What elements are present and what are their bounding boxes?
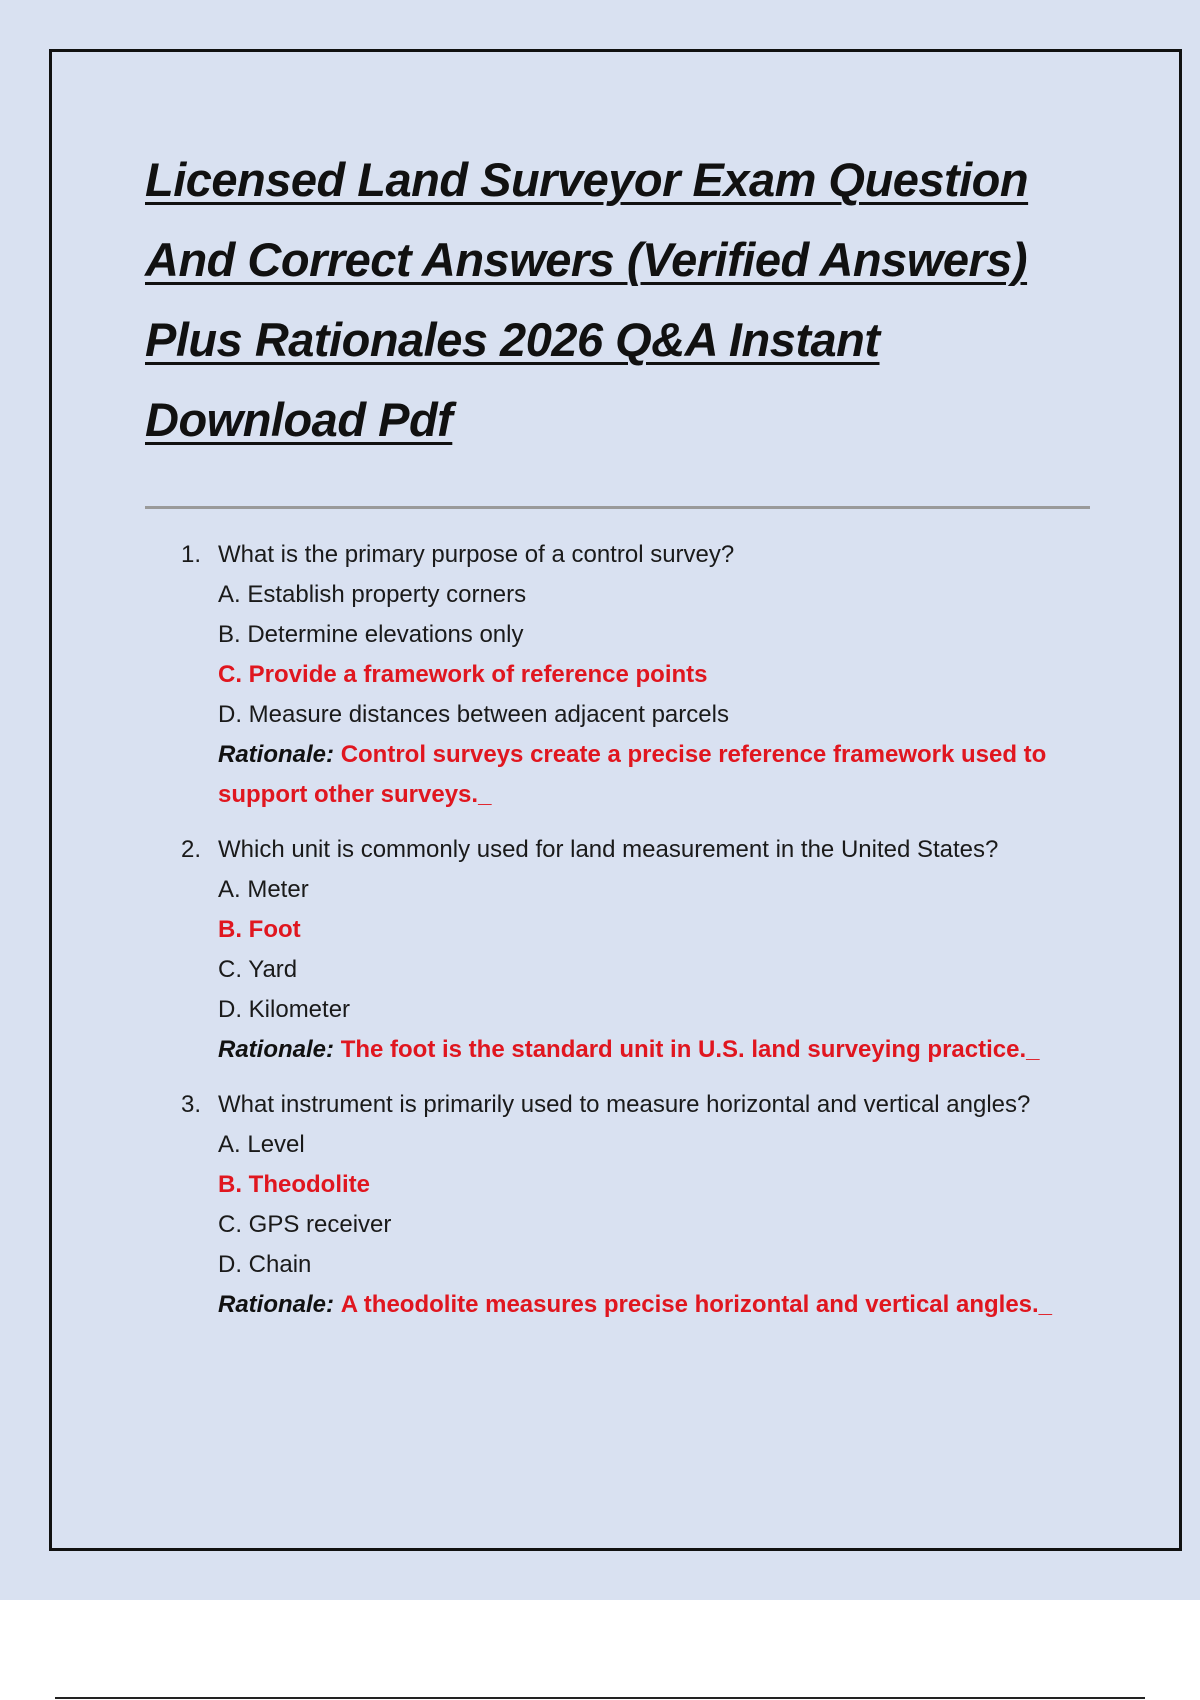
bottom-page-rule [55, 1697, 1145, 1699]
question-item [145, 830, 1090, 1070]
rationale [218, 1285, 1090, 1325]
rationale-label: Rationale: [218, 1291, 335, 1318]
answer-option: C. Yard [218, 956, 298, 983]
answer-option: A. Level [218, 1131, 305, 1158]
answer-option: D. Measure distances between adjacent parcels [218, 701, 729, 728]
question-number: 3. [181, 1091, 202, 1118]
rationale-label: Rationale: [218, 1036, 335, 1063]
rationale [218, 1030, 1090, 1070]
rationale-text: The foot is the standard unit in U.S. land surveying practice._ [340, 1036, 1040, 1063]
answer-option: A. Establish property corners [218, 581, 527, 608]
answer-option: D. Kilometer [218, 996, 351, 1023]
question-number: 1. [181, 541, 202, 568]
document-title: Licensed Land Surveyor Exam Question And Correct Answers (Verified Answers) Plus Rationales 2026 Q&A Instant Download Pdf [145, 153, 1029, 446]
question-text: What is the primary purpose of a control survey? [218, 541, 735, 568]
correct-answer-option: B. Theodolite [218, 1171, 370, 1198]
rationale-text: Control surveys create a precise reference framework used to support other surveys._ [218, 741, 1047, 808]
question-item [145, 535, 1090, 815]
answer-option: D. Chain [218, 1251, 312, 1278]
question-number: 2. [181, 836, 202, 863]
rationale [218, 735, 1090, 815]
rationale-text: A theodolite measures precise horizontal and vertical angles._ [340, 1291, 1053, 1318]
correct-answer-option: C. Provide a framework of reference points [218, 661, 708, 688]
question-text: Which unit is commonly used for land measurement in the United States? [218, 836, 999, 863]
question-item [145, 1085, 1090, 1325]
title-divider [145, 506, 1090, 509]
answer-option: C. GPS receiver [218, 1211, 392, 1238]
answer-option: A. Meter [218, 876, 309, 903]
question-text: What instrument is primarily used to measure horizontal and vertical angles? [218, 1091, 1031, 1118]
rationale-label: Rationale: [218, 741, 335, 768]
answer-option: B. Determine elevations only [218, 621, 524, 648]
question-list [145, 535, 1090, 1340]
correct-answer-option: B. Foot [218, 916, 301, 943]
